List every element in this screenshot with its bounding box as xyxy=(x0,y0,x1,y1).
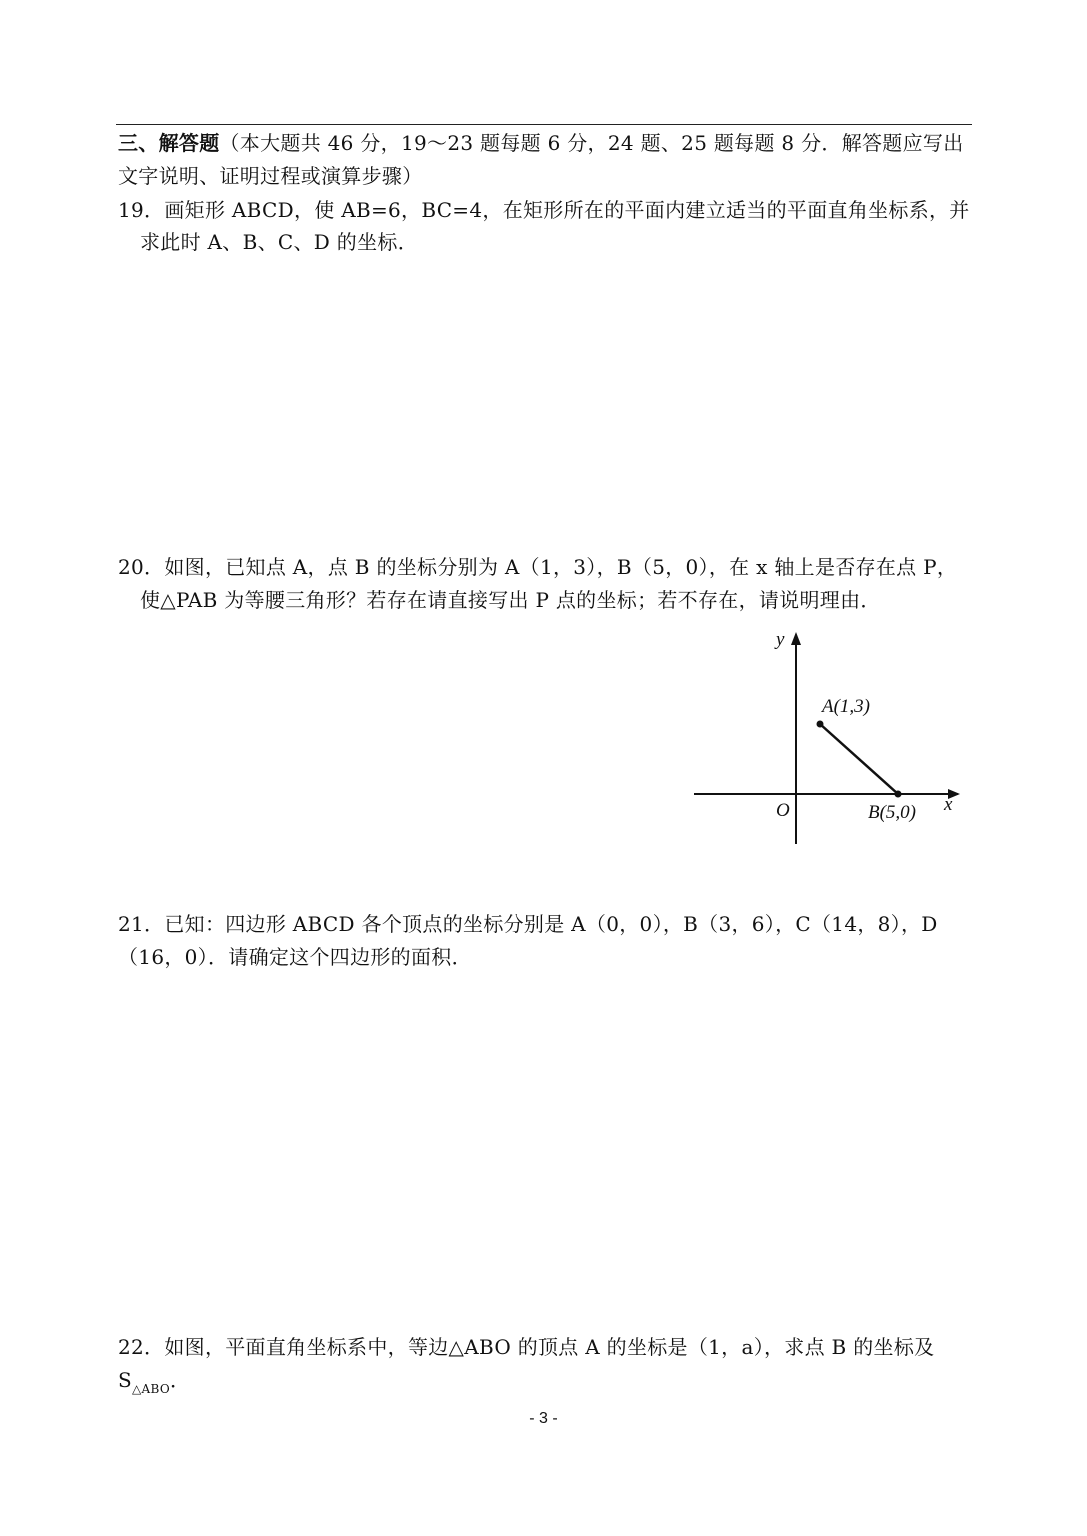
question-20-line-1: 20．如图，已知点 A，点 B 的坐标分别为 A（1，3），B（5，0），在 x 轴上是否存在点 P， xyxy=(118,555,958,579)
point-a xyxy=(817,721,824,728)
question-22-line-1: 22．如图，平面直角坐标系中，等边△ABO 的顶点 A 的坐标是（1，a），求点 B 的坐标及 xyxy=(118,1335,935,1359)
section-header xyxy=(118,129,964,157)
question-19-line-2: 求此时 A、B、C、D 的坐标． xyxy=(140,230,418,254)
x-axis-label: x xyxy=(944,794,953,815)
question-19-line-1: 19．画矩形 ABCD，使 AB=6，BC=4，在矩形所在的平面内建立适当的平面直角坐标系，并 xyxy=(118,198,970,222)
section-divider xyxy=(116,124,972,125)
page-number: - 3 - xyxy=(529,1410,558,1427)
segment-ab xyxy=(820,724,898,794)
y-axis-label: y xyxy=(776,629,785,650)
point-a-label: A(1,3) xyxy=(822,696,871,717)
point-b-label: B(5,0) xyxy=(868,802,917,823)
area-subscript: △ABO xyxy=(132,1382,170,1396)
point-b xyxy=(895,791,902,798)
section-intro-2: 文字说明、证明过程或演算步骤） xyxy=(118,164,423,188)
question-22-line-2 xyxy=(118,1366,190,1397)
coordinate-figure xyxy=(690,628,970,850)
section-intro-1: （本大题共 46 分，19～23 题每题 6 分，24 题、25 题每题 8 分．解答题应写出 xyxy=(219,131,964,155)
area-symbol: S xyxy=(118,1368,133,1392)
y-axis-arrow xyxy=(791,632,801,645)
section-heading: 三、解答题 xyxy=(118,131,220,155)
area-period: ． xyxy=(170,1368,191,1392)
question-21-line-2: （16，0）．请确定这个四边形的面积． xyxy=(118,945,472,969)
question-21-line-1: 21．已知：四边形 ABCD 各个顶点的坐标分别是 A（0，0），B（3，6），C（14，8），D xyxy=(118,912,938,936)
origin-label: O xyxy=(776,800,790,821)
question-20-line-2: 使△PAB 为等腰三角形？若存在请直接写出 P 点的坐标；若不存在，请说明理由． xyxy=(140,588,881,612)
